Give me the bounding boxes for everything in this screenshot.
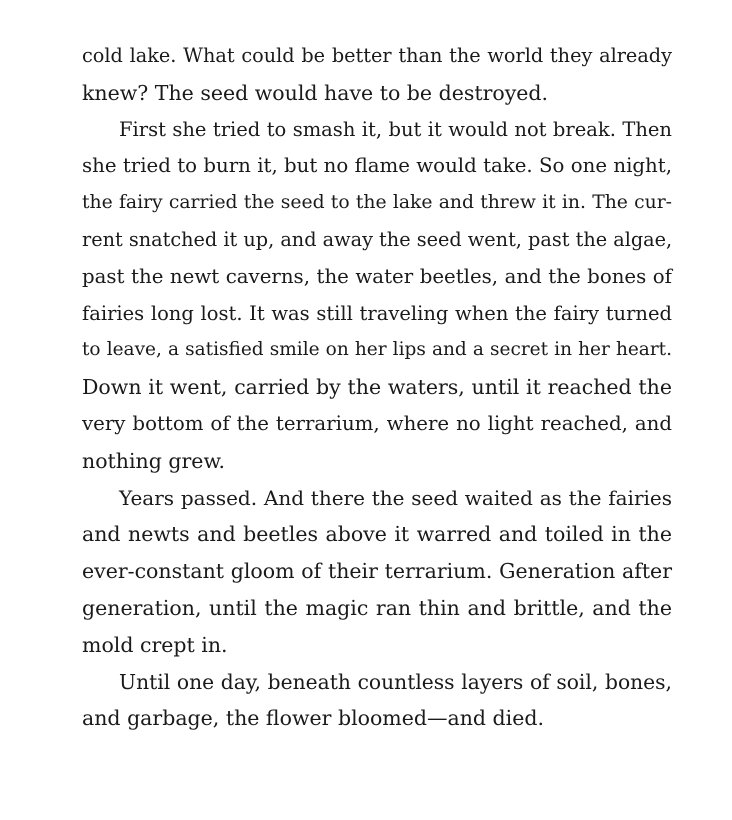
text-line: past the newt caverns, the water beetles, and the bones of: [82, 264, 672, 288]
text-line: the fairy carried the seed to the lake and threw it in. The cur-: [82, 192, 672, 214]
book-page-text: [82, 38, 672, 737]
text-line: mold crept in.: [82, 632, 228, 657]
text-line: knew? The seed would have to be destroyed.: [82, 80, 549, 105]
text-line: nothing grew.: [82, 448, 226, 473]
text-line: to leave, a satisfied smile on her lips and a secret in her heart.: [82, 339, 672, 361]
text-line: fairies long lost. It was still traveling when the fairy turned: [82, 301, 672, 325]
text-line: First she tried to smash it, but it would not break. Then: [119, 117, 672, 141]
text-line: generation, until the magic ran thin and brittle, and the: [82, 595, 672, 620]
text-line: Years passed. And there the seed waited as the fairies: [119, 485, 672, 510]
text-line: very bottom of the terrarium, where no light reached, and: [82, 411, 672, 435]
text-line: and garbage, the flower bloomed—and died.: [82, 706, 545, 731]
text-line: she tried to burn it, but no flame would take. So one night,: [82, 154, 672, 178]
text-line: cold lake. What could be better than the world they already: [82, 44, 672, 67]
text-line: Down it went, carried by the waters, until it reached the: [82, 375, 672, 400]
text-line: and newts and beetles above it warred and toiled in the: [82, 522, 672, 547]
text-line: ever-constant gloom of their terrarium. Generation after: [82, 559, 672, 584]
text-line: rent snatched it up, and away the seed went, past the algae,: [82, 227, 673, 251]
text-line: Until one day, beneath countless layers of soil, bones,: [119, 669, 672, 694]
